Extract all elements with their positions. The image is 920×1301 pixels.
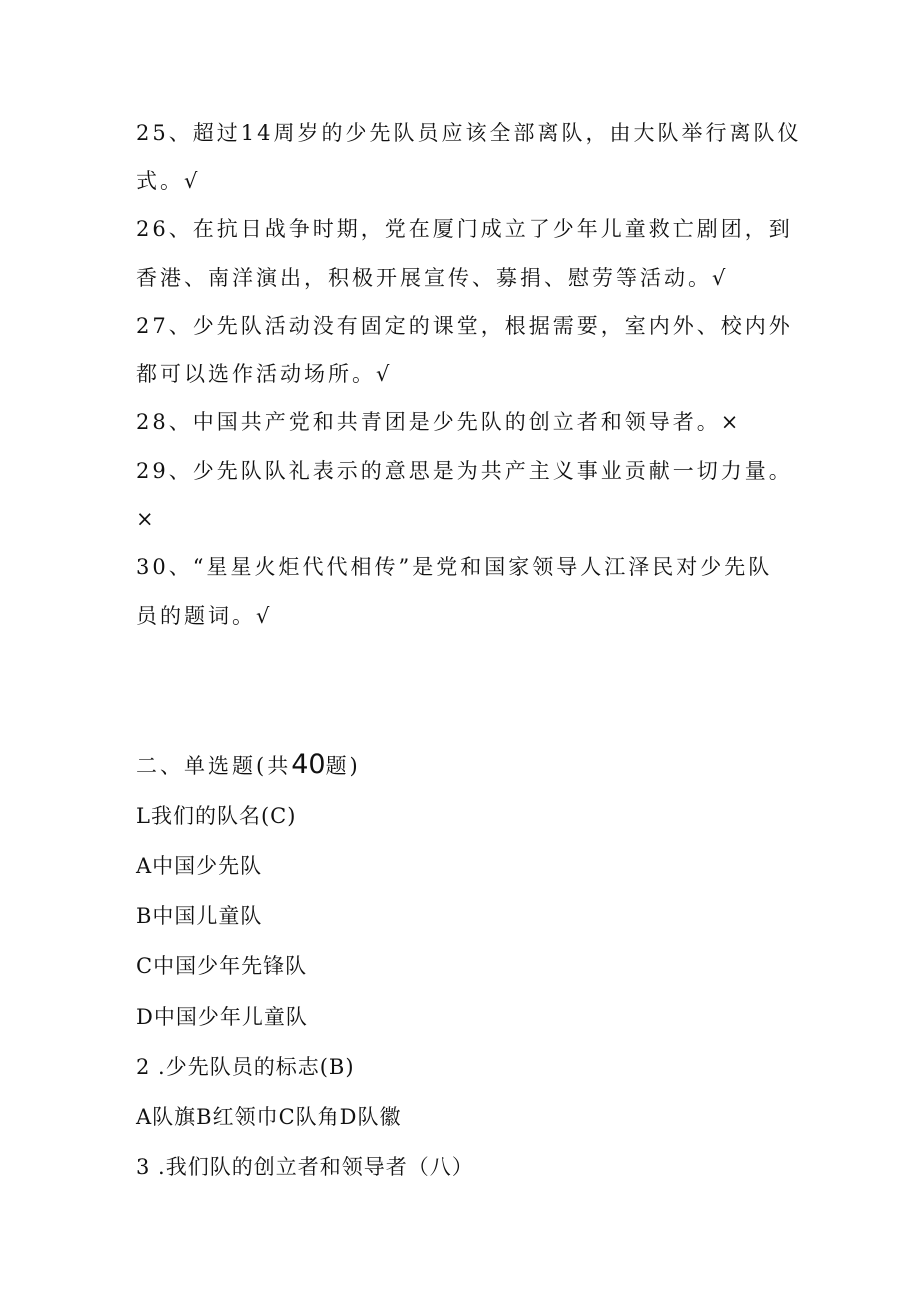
tf-line-3: 26、在抗日战争时期，党在厦门成立了少年儿童救亡剧团，到 <box>136 217 793 241</box>
tf-line-10: 30、“星星火炬代代相传”是党和国家领导人江泽民对少先队 <box>136 555 773 579</box>
sc-line-4: C中国少年先锋队 <box>136 954 308 978</box>
sc-line-8: 3 .我们队的创立者和领导者（八） <box>136 1155 474 1179</box>
section-heading-suffix: 题) <box>325 754 361 778</box>
sc-line-5: D中国少年儿童队 <box>136 1005 308 1029</box>
sc-line-2: A中国少先队 <box>136 854 263 878</box>
tf-line-9: × <box>136 507 157 531</box>
section-heading-count: 40 <box>291 749 326 780</box>
section-heading-prefix: 二、单选题(共 <box>136 754 292 778</box>
tf-line-6: 都可以选作活动场所。√ <box>136 362 393 386</box>
tf-line-11: 员的题词。√ <box>136 604 273 628</box>
tf-line-4: 香港、南洋演出，积极开展宣传、募捐、慰劳等活动。√ <box>136 266 729 290</box>
sc-line-3: B中国儿童队 <box>136 904 263 928</box>
tf-line-1: 25、超过14周岁的少先队员应该全部离队，由大队举行离队仪 <box>136 121 802 145</box>
tf-line-5: 27、少先队活动没有固定的课堂，根据需要，室内外、校内外 <box>136 314 793 338</box>
tf-line-7: 28、中国共产党和共青团是少先队的创立者和领导者。× <box>136 410 742 434</box>
section-heading <box>136 750 361 781</box>
sc-line-6: 2 .少先队员的标志(B) <box>136 1055 355 1079</box>
sc-line-7: A队旗B红领巾C队角D队徽 <box>136 1105 402 1129</box>
tf-line-8: 29、少先队队礼表示的意思是为共产主义事业贡献一切力量。 <box>136 459 793 483</box>
sc-line-1: L我们的队名(C) <box>136 804 297 828</box>
tf-line-2: 式。√ <box>136 169 201 193</box>
